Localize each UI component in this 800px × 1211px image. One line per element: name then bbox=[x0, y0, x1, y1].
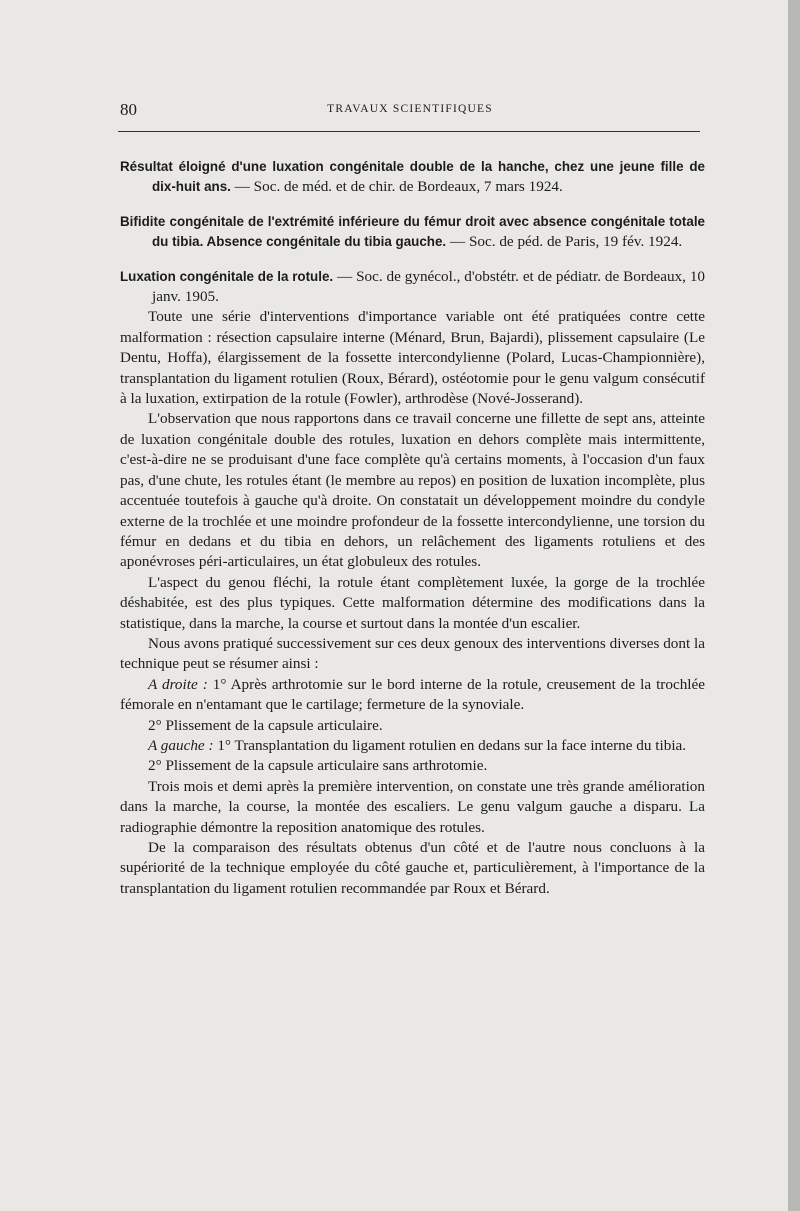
body-paragraph: L'observation que nous rapportons dans ce travail concerne une fillette de sept ans, atteinte de luxation congénitale double des rotules, luxation en dehors complète mais intermittente, c'est-à-dire ne se produisant d'une face complète qu'à certains moments, à l'occasion d'un faux pas, d'une chute, les rotules étant (le membre au repos) en position de luxation incomplète, plus accentuée toutefois à gauche qu'à droite. On constatait un développement moindre du condyle externe de la trochlée et une moindre profondeur de la fossette intercondylienne, une torsion du fémur en dedans et du tibia en dehors, un relâchement des ligaments rotuliens et des aponévroses péri-articulaires, un état globuleux des rotules. bbox=[120, 410, 705, 571]
entry-source: — Soc. de méd. et de chir. de Bordeaux, 7 mars 1924. bbox=[230, 178, 563, 196]
running-title: TRAVAUX SCIENTIFIQUES bbox=[327, 103, 493, 115]
body-paragraph: L'aspect du genou fléchi, la rotule étant complètement luxée, la gorge de la trochlée déshabitée, est des plus typiques. Cette malformation détermine des modifications dans la statistique, dans la marche, la course et surtout dans la montée d'un escalier. bbox=[120, 573, 705, 632]
entry-title: Bifidite congénitale de l'extrémité inférieure du fémur droit avec absence congénitale totale du tibia. Absence congénitale du tibia gauche. bbox=[120, 213, 705, 250]
technique-left-text: 1° Transplantation du ligament rotulien en dedans sur la face interne du tibia. bbox=[213, 736, 687, 754]
technique-left-label: A gauche : bbox=[148, 736, 214, 754]
body-paragraph: De la comparaison des résultats obtenus d'un côté et de l'autre nous concluons à la supériorité de la technique employée du côté gauche et, particulièrement, à l'importance de la transplantation du ligament rotulien recommandée par Roux et Bérard. bbox=[120, 839, 705, 897]
entry-source: — Soc. de péd. de Paris, 19 fév. 1924. bbox=[446, 233, 683, 251]
page-number: 80 bbox=[120, 100, 137, 119]
bibliography-entry bbox=[120, 157, 705, 198]
technique-right-text: 1° Après arthrotomie sur le bord interne de la rotule, creusement de la trochlée fémorale en n'entamant que le cartilage; fermeture de la synoviale. bbox=[120, 675, 705, 714]
body-paragraph: Toute une série d'interventions d'importance variable ont été pratiquées contre cette malformation : résection capsulaire interne (Ménard, Brun, Bajardi), plissement capsulaire (Le Dentu, Hoffa), élargissement de la fossette intercondylienne (Polard, Lucas-Championnière), transplantation du ligament rotulien (Roux, Bérard), ostéotomie pour le genu valgum consécutif à la luxation, extirpation de la rotule (Fowler), arthrodèse (Nové-Josserand). bbox=[120, 308, 705, 408]
entry-title: Résultat éloigné d'une luxation congénitale double de la hanche, chez une jeune fille de dix-huit ans. bbox=[120, 159, 705, 195]
body-paragraph: Nous avons pratiqué successivement sur ces deux genoux des interventions diverses dont la technique peut se résumer ainsi : bbox=[120, 634, 705, 673]
entry-title: Luxation congénitale de la rotule. bbox=[120, 268, 334, 284]
bibliography-entry bbox=[120, 267, 705, 308]
entry-source: — Soc. de gynécol., d'obstétr. et de pédiatr. de Bordeaux, 10 janv. 1905. bbox=[152, 267, 706, 306]
technique-right-step-2: 2° Plissement de la capsule articulaire. bbox=[148, 716, 383, 734]
page-content bbox=[120, 157, 705, 899]
page-edge-shadow bbox=[788, 0, 800, 1211]
header-rule bbox=[118, 131, 700, 132]
technique-left-step-1 bbox=[120, 736, 705, 756]
body-paragraph: Trois mois et demi après la première intervention, on constate une très grande amélioration dans la marche, la course, la montée des escaliers. Le genu valgum gauche a disparu. La radiographie démontre la reposition anatomique des rotules. bbox=[120, 777, 705, 836]
bibliography-entry bbox=[120, 212, 705, 253]
page-header bbox=[120, 100, 700, 122]
technique-right-step-1 bbox=[120, 675, 705, 716]
technique-left-step-2: 2° Plissement de la capsule articulaire sans arthrotomie. bbox=[148, 757, 488, 775]
technique-right-label: A droite : bbox=[148, 675, 208, 693]
